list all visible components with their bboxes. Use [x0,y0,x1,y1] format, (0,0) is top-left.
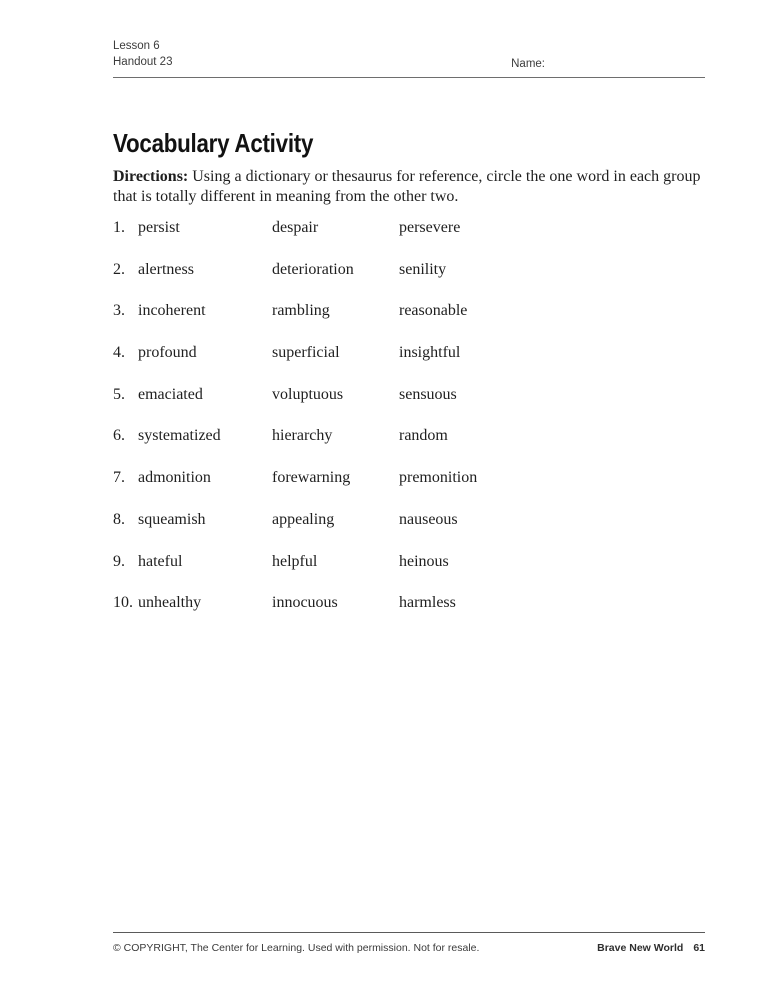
page-footer [113,932,705,954]
copyright-notice: © COPYRIGHT, The Center for Learning. Used with permission. Not for resale. [113,942,480,954]
name-label: Name: [511,58,545,70]
list-item [113,470,705,486]
list-item [113,428,705,444]
word-2: deterioration [272,260,354,278]
word-3: nauseous [399,510,458,528]
word-3: heinous [399,552,449,570]
list-item [113,303,705,319]
word-3: senility [399,260,447,278]
list-item [113,220,705,236]
word-1: hateful [138,552,183,570]
word-1: profound [138,344,197,362]
list-item [113,387,705,403]
word-1: persist [138,219,180,236]
word-1: systematized [138,427,221,445]
directions-text: Using a dictionary or thesaurus for reference, circle the one word in each group that is totally different in meaning from the other two. [113,168,701,205]
word-3: insightful [399,344,461,362]
page-title: Vocabulary Activity [113,128,314,158]
item-number: 7. [113,469,125,487]
word-3: harmless [399,594,456,612]
item-number: 5. [113,385,125,403]
item-number: 9. [113,552,125,570]
item-number: 10. [113,594,133,612]
item-number: 2. [113,260,125,278]
item-number: 4. [113,344,125,362]
word-3: reasonable [399,302,468,320]
page-header [113,38,705,78]
word-1: unhealthy [138,594,202,612]
word-2: rambling [272,302,330,320]
word-3: random [399,427,448,445]
list-item [113,512,705,528]
item-number: 6. [113,427,125,445]
list-item [113,345,705,361]
book-title: Brave New World [597,942,684,954]
word-2: appealing [272,510,335,528]
word-3: persevere [399,219,461,236]
word-1: admonition [138,469,211,487]
word-2: forewarning [272,469,351,487]
word-1: squeamish [138,510,206,528]
book-page-block [597,942,705,954]
word-1: emaciated [138,385,203,403]
directions-paragraph [113,167,705,206]
lesson-handout-block [113,38,172,70]
list-item [113,262,705,278]
word-2: despair [272,219,319,236]
word-2: superficial [272,344,340,362]
list-item [113,595,705,611]
word-list [113,220,705,637]
word-1: alertness [138,260,194,278]
word-1: incoherent [138,302,206,320]
item-number: 8. [113,510,125,528]
item-number: 3. [113,302,125,320]
lesson-label: Lesson 6 [113,40,160,52]
page-number: 61 [693,942,705,954]
word-2: voluptuous [272,385,344,403]
directions-label: Directions: [113,168,189,185]
item-number: 1. [113,219,125,236]
handout-label: Handout 23 [113,56,173,68]
list-item [113,554,705,570]
word-2: innocuous [272,594,338,612]
word-2: helpful [272,552,318,570]
word-3: sensuous [399,385,457,403]
title-block [113,128,705,159]
word-2: hierarchy [272,427,333,445]
word-3: premonition [399,469,478,487]
